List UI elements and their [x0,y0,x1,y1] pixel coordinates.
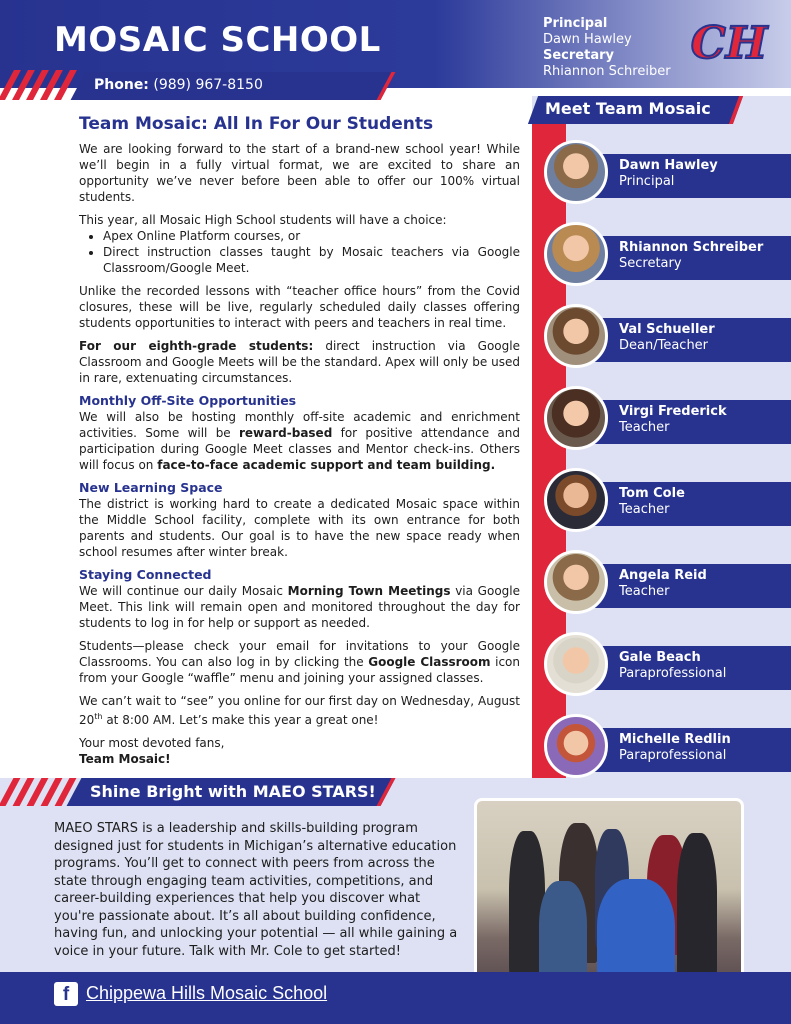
member-name: Val Schueller [619,322,715,337]
first-day-text: We can’t wait to “see” you online for our first day on Wednesday, August 20 [79,694,520,727]
member-photo [544,550,608,614]
students-text: Students—please check your email for invitations to your Google Classrooms. You can also log in by clicking the [79,639,520,669]
member-name: Virgi Frederick [619,404,727,419]
member-name: Tom Cole [619,486,685,501]
member-role: Secretary [619,256,682,271]
member-role: Teacher [619,502,670,517]
member-photo [544,714,608,778]
team-member [544,550,791,616]
member-name: Michelle Redlin [619,732,731,747]
member-role: Teacher [619,420,670,435]
choice-intro: This year, all Mosaic High School students will have a choice: [79,213,447,227]
facebook-link[interactable]: Chippewa Hills Mosaic School [86,983,328,1003]
leadership-box [543,16,671,80]
signature-text: Team Mosaic! [79,752,171,766]
team-member [544,468,791,534]
list-item: • Direct instruction classes taught by Mosaic teachers via Google Classroom/Google Meet. [103,244,520,276]
team-member [544,632,791,698]
offsite-text: for positive attendance and participation during Google Meet classes and Mentor check-ins. Others will focus on [79,426,520,472]
member-role: Teacher [619,584,670,599]
eighth-grade-text: direct instruction via Google Classroom and Google Meets will be the standard. Apex will only be used in rare, extenuating circumstances. [79,339,520,385]
signature [79,751,520,767]
decorative-stripes [0,778,78,806]
live-classes-paragraph: Unlike the recorded lessons with “teacher office hours” from the Covid closures, these will be live, regularly scheduled daily classes offering students opportunities to interact with peers and teachers in real time. [79,284,520,330]
intro-paragraph: We are looking forward to the start of a brand-new school year! While we’ll begin in a fully virtual format, we are excited to share an opportunity we’ve never before been able to offer our 100% virtual students. [79,142,520,204]
main-article [79,114,520,774]
member-name: Angela Reid [619,568,707,583]
member-name: Rhiannon Schreiber [619,240,764,255]
signoff: Your most devoted fans, [79,736,225,750]
team-member [544,714,791,780]
principal-label: Principal [543,16,608,31]
space-heading: New Learning Space [79,480,223,495]
principal-name: Dawn Hawley [543,32,632,47]
decorative-stripes [0,70,80,100]
ordinal-suffix: th [94,712,103,721]
offsite-paragraph [79,409,520,473]
team-title: Meet Team Mosaic [545,99,711,118]
choice-list [103,228,520,276]
member-role: Principal [619,174,675,189]
connected-paragraph [79,583,520,631]
offsite-text: We will also be hosting monthly off-site academic and enrichment activities. Some will be [79,410,520,440]
connected-bold: Morning Town Meetings [287,584,451,598]
team-member [544,140,791,206]
phone-info [94,77,263,93]
list-item: • Apex Online Platform courses, or [103,228,520,244]
member-role: Paraprofessional [619,666,727,681]
offsite-heading: Monthly Off-Site Opportunities [79,393,297,408]
person-figure [677,833,717,983]
phone-label: Phone: [94,77,149,93]
eighth-grade-label: For our eighth-grade students: [79,339,314,353]
facebook-icon[interactable]: f [54,982,78,1006]
member-photo [544,386,608,450]
offsite-bold: face-to-face academic support and team building. [157,458,496,472]
group-photo [474,798,744,1000]
first-day-text: at 8:00 AM. Let’s make this year a great one! [102,713,379,727]
member-name: Gale Beach [619,650,701,665]
team-member [544,386,791,452]
maeo-title: Shine Bright with MAEO STARS! [90,782,376,801]
offsite-bold: reward-based [239,426,333,440]
secretary-label: Secretary [543,48,614,63]
member-role: Dean/Teacher [619,338,709,353]
member-photo [544,140,608,204]
team-member [544,304,791,370]
member-photo [544,468,608,532]
students-paragraph [79,638,520,686]
logo-text: CH [690,18,768,68]
member-photo [544,222,608,286]
students-bold: Google Classroom [368,655,491,669]
school-title: MOSAIC SCHOOL [54,20,381,60]
students-text: icon from your Google “waffle” menu and joining your assigned classes. [79,655,520,685]
ch-logo-icon [688,16,770,68]
member-name: Dawn Hawley [619,158,718,173]
team-member [544,222,791,288]
secretary-name: Rhiannon Schreiber [543,64,671,79]
space-paragraph: The district is working hard to create a dedicated Mosaic space within the Middle School facility, complete with its own entrance for both parents and students. Our goal is to have the new space ready when school resumes after winter break. [79,497,520,559]
connected-text: We will continue our daily Mosaic [79,584,288,598]
member-role: Paraprofessional [619,748,727,763]
connected-text: via Google Meet. This link will remain open and monitored throughout the day for students to log in for help or support as needed. [79,584,521,630]
phone-number[interactable]: (989) 967-8150 [153,77,263,93]
article-title: Team Mosaic: All In For Our Students [79,114,434,134]
maeo-description: MAEO STARS is a leadership and skills-building program designed just for students in Michigan’s alternative education programs. You’ll get to connect with peers from across the state through engaging team activities, competitions, and career-building experiences that help you discover what you're passionate about. It’s all about building confidence, having fun, and unlocking your potential — all while gaining a voice in your future. Talk with Mr. Cole to get started! [54,821,458,959]
first-day-paragraph [79,693,520,728]
connected-heading: Staying Connected [79,567,212,582]
member-photo [544,304,608,368]
member-photo [544,632,608,696]
eighth-grade-paragraph [79,338,520,386]
